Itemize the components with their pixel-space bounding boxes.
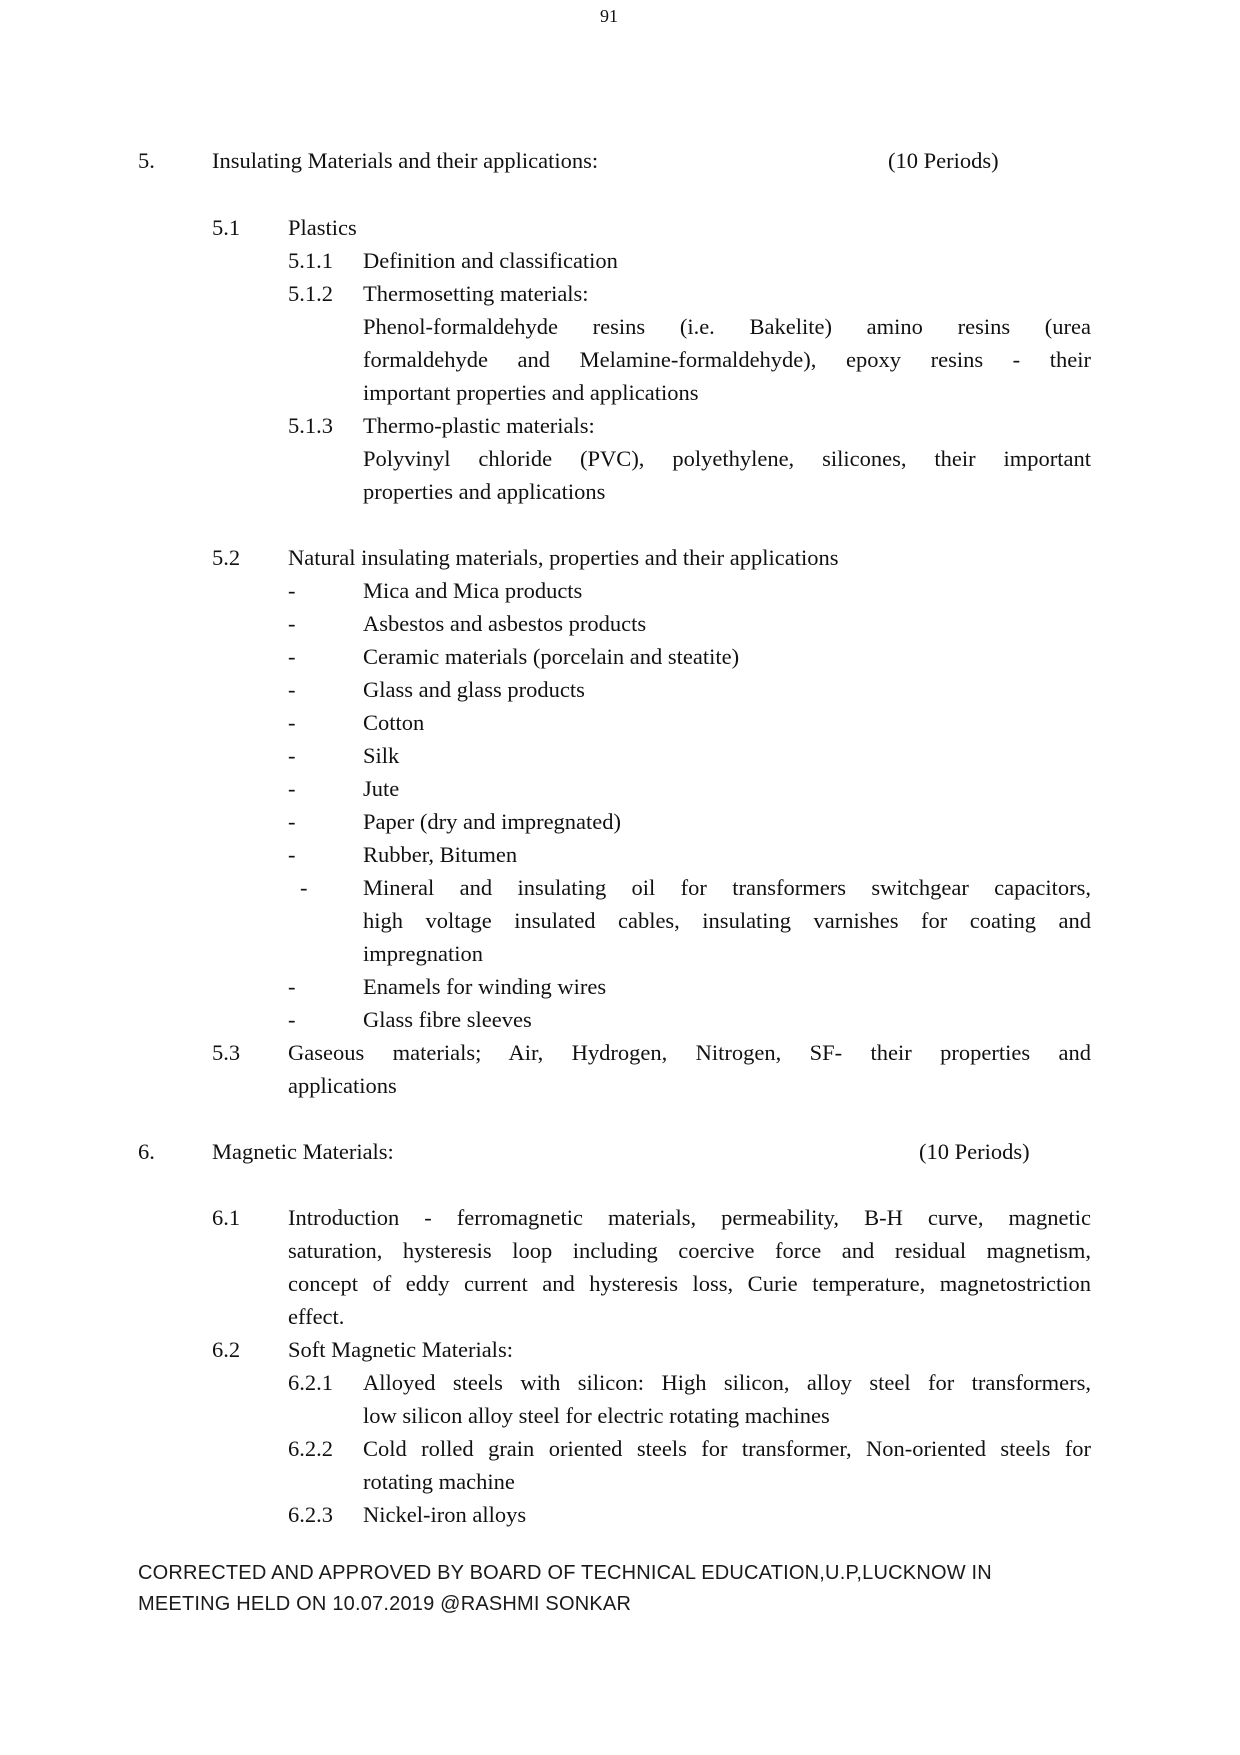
item-5-1-1-text: Definition and classification: [363, 248, 618, 273]
item-5-1-3-title: Thermo-plastic materials:: [363, 413, 595, 438]
list-item: Glass and glass products: [363, 677, 585, 702]
subsection-5-1-number: 5.1: [212, 215, 241, 240]
list-item: Mica and Mica products: [363, 578, 583, 603]
item-6-2-1-line1: Alloyed steels with silicon: High silicon, alloy steel for transformers,: [363, 1370, 1091, 1395]
item-6-2-3-number: 6.2.3: [288, 1502, 333, 1527]
bullet-dash: -: [288, 611, 296, 636]
item-6-2-2-line1: Cold rolled grain oriented steels for transformer, Non-oriented steels for: [363, 1436, 1091, 1461]
item-5-1-2-body-line1: Phenol-formaldehyde resins (i.e. Bakelite) amino resins (urea: [363, 314, 1091, 339]
bullet-dash: -: [288, 644, 296, 669]
item-6-2-1-line2: low silicon alloy steel for electric rotating machines: [363, 1403, 830, 1428]
bullet-dash: -: [288, 710, 296, 735]
item-5-1-3-number: 5.1.3: [288, 413, 333, 438]
list-item: Enamels for winding wires: [363, 974, 607, 999]
list-item: Cotton: [363, 710, 425, 735]
subsection-6-1-number: 6.1: [212, 1205, 241, 1230]
item-5-1-3-body-line1: Polyvinyl chloride (PVC), polyethylene, silicones, their important: [363, 446, 1091, 471]
section-6-periods: (10 Periods): [919, 1139, 1030, 1164]
subsection-5-1-title: Plastics: [288, 215, 357, 240]
subsection-6-1-line1: Introduction - ferromagnetic materials, permeability, B-H curve, magnetic: [288, 1205, 1091, 1230]
bullet-dash: -: [288, 677, 296, 702]
subsection-6-1-line2: saturation, hysteresis loop including coercive force and residual magnetism,: [288, 1238, 1091, 1263]
section-5-number: 5.: [138, 148, 155, 173]
list-item-mineral-line2: high voltage insulated cables, insulating varnishes for coating and: [363, 908, 1091, 933]
item-6-2-1-number: 6.2.1: [288, 1370, 333, 1395]
subsection-6-1-line3: concept of eddy current and hysteresis loss, Curie temperature, magnetostriction: [288, 1271, 1091, 1296]
bullet-dash: -: [288, 776, 296, 801]
section-5-periods: (10 Periods): [888, 148, 999, 173]
item-5-1-2-body-line3: important properties and applications: [363, 380, 699, 405]
subsection-6-2-number: 6.2: [212, 1337, 241, 1362]
item-5-1-2-title: Thermosetting materials:: [363, 281, 589, 306]
list-item: Glass fibre sleeves: [363, 1007, 532, 1032]
bullet-dash: -: [288, 842, 296, 867]
item-5-1-2-body-line2: formaldehyde and Melamine-formaldehyde), epoxy resins - their: [363, 347, 1091, 372]
list-item: Jute: [363, 776, 400, 801]
subsection-5-3-line2: applications: [288, 1073, 397, 1098]
footer-approval-line2: MEETING HELD ON 10.07.2019 @RASHMI SONKAR: [138, 1593, 632, 1615]
item-5-1-3-body-line2: properties and applications: [363, 479, 606, 504]
list-item: Ceramic materials (porcelain and steatite): [363, 644, 740, 669]
subsection-6-2-title: Soft Magnetic Materials:: [288, 1337, 513, 1362]
list-item-mineral-line1: Mineral and insulating oil for transformers switchgear capacitors,: [363, 875, 1091, 900]
footer-approval-line1: CORRECTED AND APPROVED BY BOARD OF TECHNICAL EDUCATION,U.P,LUCKNOW IN: [138, 1562, 992, 1584]
section-5-title: Insulating Materials and their applications:: [212, 148, 599, 173]
list-item: Asbestos and asbestos products: [363, 611, 647, 636]
bullet-dash: -: [300, 875, 308, 900]
bullet-dash: -: [288, 578, 296, 603]
item-6-2-2-line2: rotating machine: [363, 1469, 515, 1494]
bullet-dash: -: [288, 809, 296, 834]
list-item: Paper (dry and impregnated): [363, 809, 622, 834]
item-5-1-2-number: 5.1.2: [288, 281, 333, 306]
section-6-title: Magnetic Materials:: [212, 1139, 394, 1164]
page-number: 91: [600, 6, 618, 26]
list-item: Rubber, Bitumen: [363, 842, 518, 867]
section-6-number: 6.: [138, 1139, 155, 1164]
subsection-5-3-number: 5.3: [212, 1040, 241, 1065]
subsection-5-2-number: 5.2: [212, 545, 241, 570]
item-5-1-1-number: 5.1.1: [288, 248, 333, 273]
bullet-dash: -: [288, 974, 296, 999]
bullet-dash: -: [288, 743, 296, 768]
subsection-5-2-title: Natural insulating materials, properties and their applications: [288, 545, 839, 570]
list-item: Silk: [363, 743, 400, 768]
item-6-2-3-text: Nickel-iron alloys: [363, 1502, 527, 1527]
subsection-6-1-line4: effect.: [288, 1304, 345, 1329]
list-item-mineral-line3: impregnation: [363, 941, 483, 966]
subsection-5-3-line1: Gaseous materials; Air, Hydrogen, Nitrogen, SF- their properties and: [288, 1040, 1091, 1065]
item-6-2-2-number: 6.2.2: [288, 1436, 333, 1461]
bullet-dash: -: [288, 1007, 296, 1032]
